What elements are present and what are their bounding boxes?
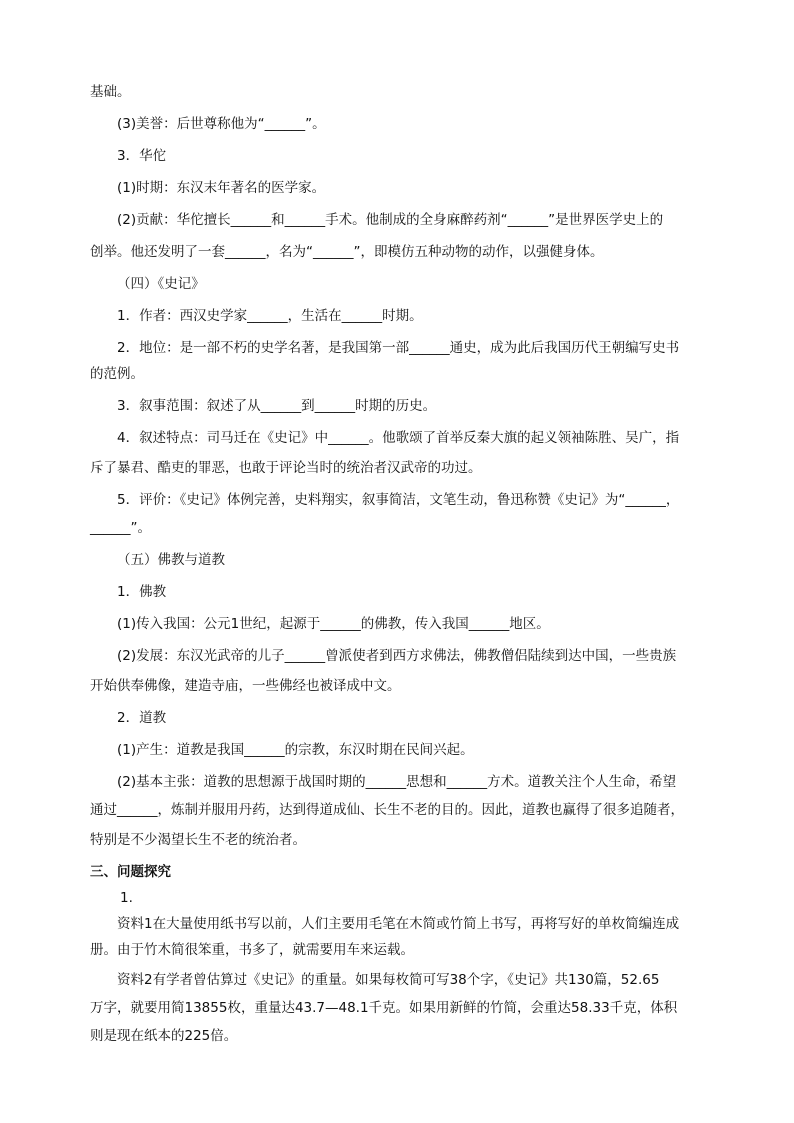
question-number: 1. (120, 890, 133, 906)
text-line: 特别是不少渴望长生不老的统治者。 (90, 832, 306, 848)
list-heading: 3．华佗 (117, 148, 167, 164)
text-line: (2)发展：东汉光武帝的儿子______曾派使者到西方求佛法，佛教僧侣陆续到达中国，一些贵族 (117, 648, 677, 664)
list-heading: 1．佛教 (117, 584, 167, 600)
list-heading: 2．道教 (117, 710, 167, 726)
text-line: 斥了暴君、酷吏的罪恶，也敢于评论当时的统治者汉武帝的功过。 (90, 460, 482, 476)
section-heading: （五）佛教与道教 (117, 552, 225, 568)
text-line: (2)贡献：华佗擅长______和______手术。他制成的全身麻醉药剂“______”是世界医学史上的 (117, 212, 664, 228)
text-line: (2)基本主张：道教的思想源于战国时期的______思想和______方术。道教关注个人生命，希望 (117, 774, 677, 790)
text-line: (3)美誉：后世尊称他为“______”。 (117, 116, 326, 132)
text-line: 3．叙事范围：叙述了从______到______时期的历史。 (117, 398, 437, 414)
text-line: 资料1在大量使用纸书写以前，人们主要用毛笔在木简或竹简上书写，再将写好的单枚简编连成 (117, 916, 680, 932)
text-line: 资料2有学者曾估算过《史记》的重量。如果每枚简可写38个字，《史记》共130篇，52.65 (117, 972, 660, 988)
text-line: ______”。 (90, 520, 151, 536)
text-line: 通过______，炼制并服用丹药，达到得道成仙、长生不老的目的。因此，道教也赢得了很多追随者， (90, 802, 684, 818)
text-line: 基础。 (90, 84, 131, 100)
text-line: 则是现在纸本的225倍。 (90, 1028, 238, 1044)
text-line: 万字，就要用简13855枚，重量达43.7—48.1千克。如果用新鲜的竹简，会重达58.33千克，体积 (90, 1000, 678, 1016)
text-line: 册。由于竹木简很笨重，书多了，就需要用车来运载。 (90, 942, 414, 958)
text-line: (1)产生：道教是我国______的宗教，东汉时期在民间兴起。 (117, 742, 474, 758)
text-line: 1．作者：西汉史学家______，生活在______时期。 (117, 308, 423, 324)
section-heading: （四）《史记》 (117, 276, 205, 292)
text-line: 的范例。 (90, 366, 144, 382)
text-line: (1)传入我国：公元1世纪，起源于______的佛教，传入我国______地区。 (117, 616, 550, 632)
text-line: 5．评价：《史记》体例完善，史料翔实，叙事简洁，文笔生动，鲁迅称赞《史记》为“______， (117, 492, 680, 508)
text-line: 4．叙述特点：司马迁在《史记》中______。他歌颂了首举反秦大旗的起义领袖陈胜、吴广，指 (117, 430, 680, 446)
text-line: 2．地位：是一部不朽的史学名著，是我国第一部______通史，成为此后我国历代王朝编写史书 (117, 340, 680, 356)
part-heading: 三、问题探究 (90, 864, 171, 880)
text-line: (1)时期：东汉末年著名的医学家。 (117, 180, 326, 196)
text-line: 创举。他还发明了一套______，名为“______”，即模仿五种动物的动作，以强健身体。 (90, 244, 604, 260)
text-line: 开始供奉佛像，建造寺庙，一些佛经也被译成中文。 (90, 678, 401, 694)
